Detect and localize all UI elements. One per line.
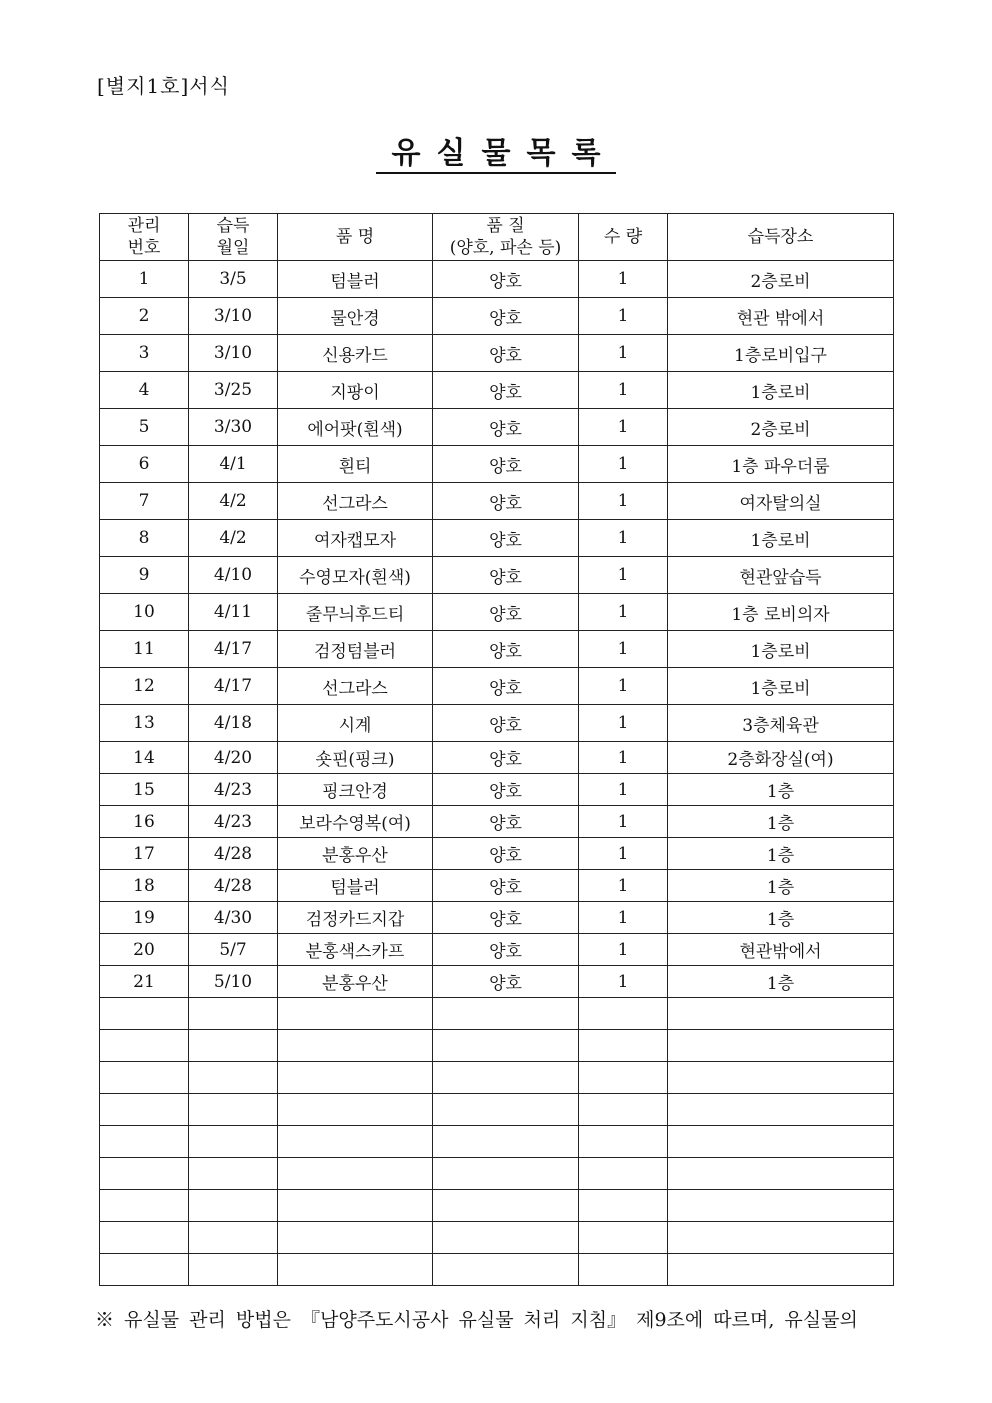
cell-location: 현관앞습득 [668,557,894,594]
header-found-date [189,214,278,261]
empty-cell [100,998,189,1030]
empty-cell [189,1126,278,1158]
cell-condition: 양호 [433,557,579,594]
table-row [100,335,894,372]
cell-condition: 양호 [433,298,579,335]
empty-cell [579,1062,668,1094]
cell-number: 20 [100,934,189,966]
table-row [100,806,894,838]
cell-quantity: 1 [579,806,668,838]
empty-cell [579,1094,668,1126]
cell-location: 1층 [668,774,894,806]
table-row [100,372,894,409]
cell-date: 4/11 [189,594,278,631]
cell-quantity: 1 [579,372,668,409]
cell-date: 4/23 [189,806,278,838]
cell-condition: 양호 [433,870,579,902]
table-row [100,902,894,934]
cell-location: 여자탈의실 [668,483,894,520]
empty-cell [100,1222,189,1254]
header-line: 번호 [127,238,161,258]
empty-cell [278,1062,433,1094]
cell-number: 1 [100,261,189,298]
cell-item: 물안경 [278,298,433,335]
cell-item: 분홍우산 [278,838,433,870]
empty-cell [278,1222,433,1254]
header-line: 습득장소 [747,227,814,247]
table-row [100,705,894,742]
cell-number: 14 [100,742,189,774]
empty-cell [189,998,278,1030]
cell-condition: 양호 [433,483,579,520]
cell-item: 텀블러 [278,870,433,902]
cell-date: 4/17 [189,631,278,668]
empty-cell [579,1190,668,1222]
header-line: 관리 [127,216,161,236]
empty-cell [579,1254,668,1286]
cell-location: 3층체육관 [668,705,894,742]
cell-item: 검정텀블러 [278,631,433,668]
cell-quantity: 1 [579,705,668,742]
empty-cell [433,1062,579,1094]
empty-cell [579,1126,668,1158]
cell-date: 4/20 [189,742,278,774]
empty-cell [668,1222,894,1254]
cell-date: 4/18 [189,705,278,742]
cell-location: 1층로비 [668,520,894,557]
empty-cell [668,1126,894,1158]
table-row [100,742,894,774]
cell-number: 10 [100,594,189,631]
cell-location: 현관 밖에서 [668,298,894,335]
empty-cell [189,1222,278,1254]
empty-cell [433,1030,579,1062]
cell-location: 현관밖에서 [668,934,894,966]
cell-location: 1층로비입구 [668,335,894,372]
cell-condition: 양호 [433,372,579,409]
empty-cell [433,1222,579,1254]
empty-cell [100,1062,189,1094]
empty-cell [433,1158,579,1190]
cell-item: 수영모자(흰색) [278,557,433,594]
cell-number: 21 [100,966,189,998]
header-management-number [100,214,189,261]
cell-condition: 양호 [433,668,579,705]
cell-quantity: 1 [579,902,668,934]
table-header-row [100,214,894,261]
empty-cell [189,1190,278,1222]
header-line: 품 명 [335,227,375,247]
cell-condition: 양호 [433,806,579,838]
cell-date: 4/2 [189,483,278,520]
header-line: 습득 [216,216,250,236]
cell-item: 텀블러 [278,261,433,298]
cell-item: 에어팟(흰색) [278,409,433,446]
cell-quantity: 1 [579,774,668,806]
empty-cell [278,1126,433,1158]
empty-table-row [100,1062,894,1094]
cell-location: 1층로비 [668,372,894,409]
empty-cell [668,1254,894,1286]
empty-cell [278,1190,433,1222]
cell-number: 8 [100,520,189,557]
cell-location: 1층 파우더룸 [668,446,894,483]
empty-cell [668,1062,894,1094]
empty-cell [189,1062,278,1094]
cell-item: 핑크안경 [278,774,433,806]
table-row [100,838,894,870]
table-row [100,870,894,902]
cell-date: 5/7 [189,934,278,966]
cell-location: 1층 [668,902,894,934]
empty-cell [579,1158,668,1190]
cell-condition: 양호 [433,594,579,631]
cell-date: 4/17 [189,668,278,705]
cell-item: 지팡이 [278,372,433,409]
empty-cell [100,1126,189,1158]
cell-location: 1층 [668,806,894,838]
empty-table-row [100,1190,894,1222]
table-row [100,668,894,705]
table-row [100,631,894,668]
cell-quantity: 1 [579,966,668,998]
cell-item: 여자캡모자 [278,520,433,557]
cell-number: 12 [100,668,189,705]
cell-location: 1층로비 [668,668,894,705]
cell-quantity: 1 [579,261,668,298]
table-row [100,409,894,446]
table-body [100,261,894,1286]
form-label: [별지1호]서식 [97,74,230,98]
cell-location: 2층로비 [668,409,894,446]
cell-item: 선그라스 [278,668,433,705]
cell-condition: 양호 [433,520,579,557]
cell-date: 4/10 [189,557,278,594]
header-quantity [579,214,668,261]
empty-cell [100,1158,189,1190]
cell-quantity: 1 [579,742,668,774]
header-line: (양호, 파손 등) [449,238,562,258]
empty-cell [668,1158,894,1190]
empty-cell [579,1030,668,1062]
cell-condition: 양호 [433,335,579,372]
empty-cell [278,1030,433,1062]
empty-cell [189,1030,278,1062]
cell-date: 3/10 [189,298,278,335]
cell-quantity: 1 [579,520,668,557]
cell-item: 보라수영복(여) [278,806,433,838]
table-row [100,594,894,631]
table-row [100,483,894,520]
cell-date: 4/23 [189,774,278,806]
cell-condition: 양호 [433,261,579,298]
cell-quantity: 1 [579,557,668,594]
footnote: ※ 유실물 관리 방법은 『남양주도시공사 유실물 처리 지침』 제9조에 따르며, 유실물의 [95,1309,858,1331]
header-condition [433,214,579,261]
empty-table-row [100,1222,894,1254]
cell-number: 6 [100,446,189,483]
cell-number: 11 [100,631,189,668]
empty-cell [433,1094,579,1126]
header-line: 월일 [216,238,250,258]
empty-cell [189,1158,278,1190]
cell-date: 3/30 [189,409,278,446]
header-line: 수 량 [603,227,643,247]
cell-quantity: 1 [579,838,668,870]
empty-cell [100,1190,189,1222]
empty-table-row [100,1158,894,1190]
empty-cell [668,998,894,1030]
cell-item: 분홍우산 [278,966,433,998]
cell-date: 4/1 [189,446,278,483]
cell-condition: 양호 [433,705,579,742]
cell-quantity: 1 [579,483,668,520]
cell-quantity: 1 [579,446,668,483]
document-title [0,128,992,172]
cell-item: 신용카드 [278,335,433,372]
cell-date: 3/10 [189,335,278,372]
cell-condition: 양호 [433,966,579,998]
cell-condition: 양호 [433,902,579,934]
cell-quantity: 1 [579,870,668,902]
cell-condition: 양호 [433,934,579,966]
cell-location: 1층로비 [668,631,894,668]
empty-cell [100,1030,189,1062]
cell-date: 4/2 [189,520,278,557]
table-row [100,774,894,806]
cell-item: 줄무늬후드티 [278,594,433,631]
cell-condition: 양호 [433,446,579,483]
cell-condition: 양호 [433,631,579,668]
cell-number: 15 [100,774,189,806]
empty-cell [278,998,433,1030]
empty-cell [278,1254,433,1286]
cell-location: 1층 로비의자 [668,594,894,631]
cell-condition: 양호 [433,838,579,870]
header-found-location [668,214,894,261]
cell-number: 18 [100,870,189,902]
empty-cell [668,1190,894,1222]
empty-table-row [100,1030,894,1062]
cell-quantity: 1 [579,668,668,705]
cell-location: 2층화장실(여) [668,742,894,774]
table-row [100,446,894,483]
cell-number: 13 [100,705,189,742]
empty-cell [579,1222,668,1254]
empty-cell [668,1094,894,1126]
cell-item: 분홍색스카프 [278,934,433,966]
lost-items-table [99,213,894,1286]
table-row [100,261,894,298]
cell-number: 3 [100,335,189,372]
empty-cell [433,1190,579,1222]
cell-date: 4/28 [189,838,278,870]
empty-cell [189,1254,278,1286]
empty-cell [579,998,668,1030]
cell-number: 16 [100,806,189,838]
empty-cell [100,1254,189,1286]
table-row [100,934,894,966]
header-item-name [278,214,433,261]
cell-condition: 양호 [433,774,579,806]
cell-date: 3/25 [189,372,278,409]
empty-table-row [100,1254,894,1286]
cell-number: 17 [100,838,189,870]
empty-cell [278,1094,433,1126]
table-row [100,966,894,998]
document-title-text: 유실물목록 [376,136,617,174]
cell-date: 3/5 [189,261,278,298]
cell-quantity: 1 [579,335,668,372]
cell-location: 2층로비 [668,261,894,298]
cell-number: 5 [100,409,189,446]
cell-number: 2 [100,298,189,335]
empty-table-row [100,1126,894,1158]
empty-cell [278,1158,433,1190]
header-line: 품 질 [486,216,525,236]
empty-table-row [100,1094,894,1126]
cell-date: 4/30 [189,902,278,934]
empty-cell [100,1094,189,1126]
cell-quantity: 1 [579,298,668,335]
cell-condition: 양호 [433,409,579,446]
cell-item: 시계 [278,705,433,742]
empty-cell [668,1030,894,1062]
cell-date: 4/28 [189,870,278,902]
empty-cell [189,1094,278,1126]
empty-cell [433,1126,579,1158]
empty-cell [433,998,579,1030]
cell-number: 4 [100,372,189,409]
cell-location: 1층 [668,870,894,902]
cell-item: 선그라스 [278,483,433,520]
cell-item: 숏핀(핑크) [278,742,433,774]
cell-quantity: 1 [579,934,668,966]
cell-quantity: 1 [579,409,668,446]
cell-condition: 양호 [433,742,579,774]
cell-item: 검정카드지갑 [278,902,433,934]
empty-table-row [100,998,894,1030]
cell-item: 흰티 [278,446,433,483]
cell-number: 9 [100,557,189,594]
cell-date: 5/10 [189,966,278,998]
cell-number: 7 [100,483,189,520]
cell-number: 19 [100,902,189,934]
table-row [100,557,894,594]
cell-location: 1층 [668,966,894,998]
table-row [100,520,894,557]
cell-location: 1층 [668,838,894,870]
table-row [100,298,894,335]
cell-quantity: 1 [579,594,668,631]
empty-cell [433,1254,579,1286]
cell-quantity: 1 [579,631,668,668]
